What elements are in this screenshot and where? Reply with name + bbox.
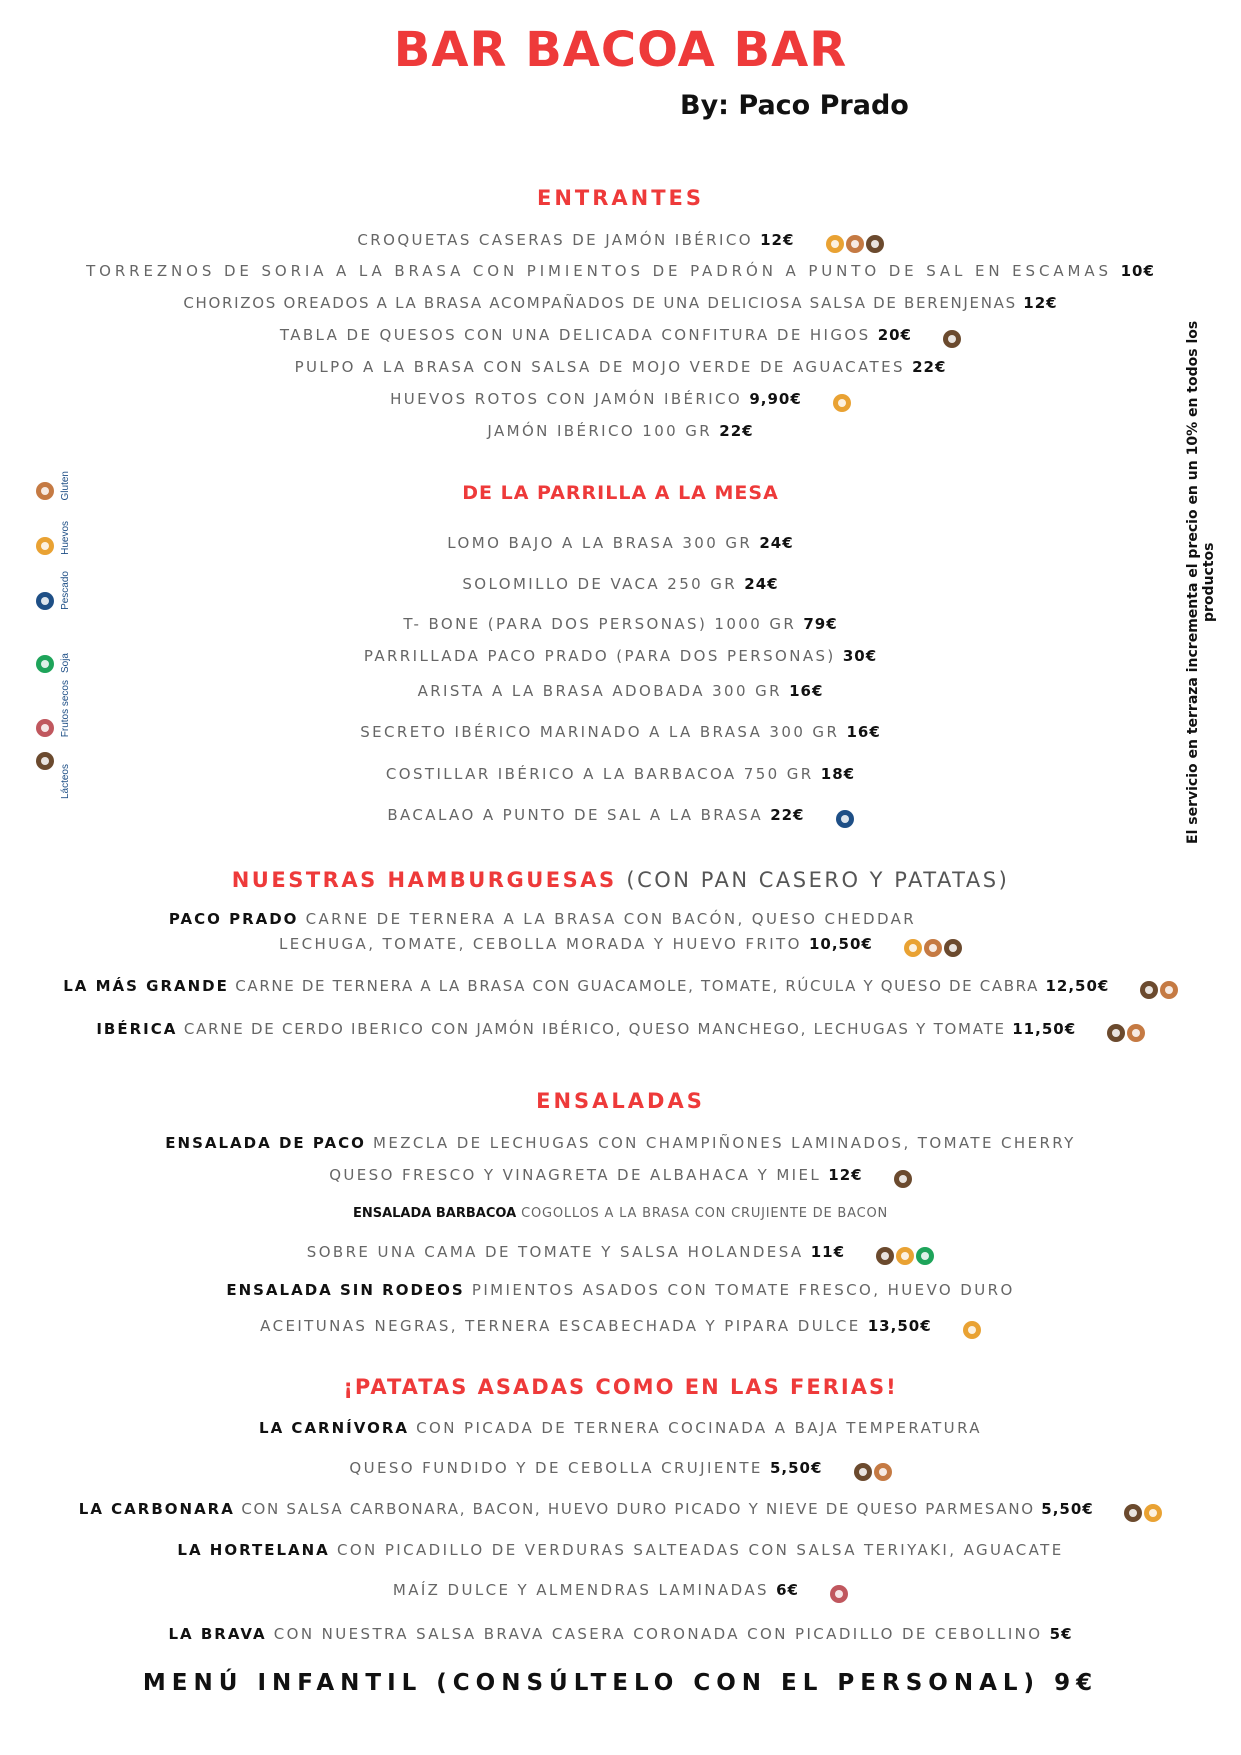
item-description: SOLOMILLO DE VACA 250 GR bbox=[462, 575, 738, 593]
item-description: CARNE DE TERNERA A LA BRASA CON BACÓN, QUESO CHEDDAR bbox=[305, 910, 917, 928]
burger-item-continued bbox=[0, 935, 1241, 957]
egg-icon bbox=[833, 394, 851, 412]
menu-item bbox=[0, 262, 1241, 280]
dairy-icon bbox=[854, 1463, 872, 1481]
legend-label: Lácteos bbox=[60, 763, 71, 799]
gluten-icon bbox=[1160, 981, 1178, 999]
salad-item bbox=[0, 1134, 1241, 1152]
item-description: MEZCLA DE LECHUGAS CON CHAMPIÑONES LAMINADOS, TOMATE CHERRY bbox=[373, 1134, 1076, 1152]
salad-item-continued bbox=[0, 1243, 1241, 1265]
section-title-parrilla: DE LA PARRILLA A LA MESA bbox=[462, 482, 779, 504]
item-price: 16€ bbox=[846, 723, 881, 741]
item-price: 79€ bbox=[803, 615, 838, 633]
item-name: ENSALADA BARBACOA bbox=[352, 1206, 517, 1221]
item-description: ACEITUNAS NEGRAS, TERNERA ESCABECHADA Y PIPARA DULCE bbox=[260, 1317, 861, 1335]
gluten-icon bbox=[874, 1463, 892, 1481]
dairy-icon bbox=[876, 1247, 894, 1265]
item-description: CARNE DE TERNERA A LA BRASA CON GUACAMOLE, TOMATE, RÚCULA Y QUESO DE CABRA bbox=[235, 977, 1040, 995]
item-description: QUESO FUNDIDO Y DE CEBOLLA CRUJIENTE bbox=[349, 1459, 763, 1477]
item-description: HUEVOS ROTOS CON JAMÓN IBÉRICO bbox=[390, 390, 743, 408]
item-price: 16€ bbox=[789, 682, 824, 700]
item-description: ARISTA A LA BRASA ADOBADA 300 GR bbox=[417, 682, 782, 700]
menu-item bbox=[0, 682, 1241, 700]
item-description: LECHUGA, TOMATE, CEBOLLA MORADA Y HUEVO FRITO bbox=[278, 935, 802, 953]
dairy-icon bbox=[1107, 1024, 1125, 1042]
potato-item bbox=[0, 1541, 1241, 1559]
gluten-icon bbox=[1127, 1024, 1145, 1042]
item-description: CHORIZOS OREADOS A LA BRASA ACOMPAÑADOS DE UNA DELICIOSA SALSA DE BERENJENAS bbox=[183, 294, 1017, 312]
burger-item bbox=[0, 977, 1241, 999]
potato-item bbox=[0, 1419, 1241, 1437]
dairy-icon bbox=[866, 235, 884, 253]
menu-item bbox=[0, 390, 1241, 412]
egg-icon bbox=[1144, 1504, 1162, 1522]
item-description: MAÍZ DULCE Y ALMENDRAS LAMINADAS bbox=[392, 1581, 769, 1599]
burger-item bbox=[0, 1020, 1241, 1042]
menu-item bbox=[0, 615, 1241, 633]
item-description: CARNE DE CERDO IBERICO CON JAMÓN IBÉRICO, QUESO MANCHEGO, LECHUGAS Y TOMATE bbox=[183, 1020, 1006, 1038]
menu-item bbox=[0, 806, 1241, 828]
section-title-entrantes: ENTRANTES bbox=[536, 186, 705, 210]
restaurant-title: BAR BACOA BAR bbox=[393, 22, 848, 78]
item-price: 12,50€ bbox=[1045, 977, 1110, 995]
item-price: 12€ bbox=[1023, 294, 1058, 312]
menu-item bbox=[0, 723, 1241, 741]
item-price: 24€ bbox=[759, 534, 794, 552]
fish-icon bbox=[836, 810, 854, 828]
legend-label: Gluten bbox=[60, 470, 71, 500]
item-price: 10,50€ bbox=[808, 935, 873, 953]
menu-item bbox=[0, 358, 1241, 376]
dairy-icon bbox=[943, 330, 961, 348]
salad-item-continued bbox=[0, 1166, 1241, 1188]
item-description: CROQUETAS CASERAS DE JAMÓN IBÉRICO bbox=[357, 231, 753, 249]
burger-item bbox=[0, 910, 1163, 928]
soy-icon bbox=[916, 1247, 934, 1265]
item-name: LA CARBONARA bbox=[78, 1500, 235, 1518]
item-price: 20€ bbox=[877, 326, 912, 344]
item-price: 18€ bbox=[820, 765, 856, 783]
section-title-ensaladas: ENSALADAS bbox=[536, 1089, 705, 1113]
salad-item bbox=[0, 1281, 1241, 1299]
item-price: 5€ bbox=[1049, 1625, 1073, 1643]
item-price: 22€ bbox=[912, 358, 947, 376]
item-price: 11,50€ bbox=[1012, 1020, 1077, 1038]
item-name: ENSALADA SIN RODEOS bbox=[226, 1281, 465, 1299]
egg-icon bbox=[963, 1321, 981, 1339]
item-name: LA MÁS GRANDE bbox=[63, 977, 229, 995]
item-name: IBÉRICA bbox=[96, 1020, 178, 1038]
kids-menu-price: 9€ bbox=[1054, 1670, 1099, 1696]
item-price: 10€ bbox=[1120, 262, 1155, 280]
item-price: 6€ bbox=[776, 1581, 799, 1599]
item-price: 5,50€ bbox=[1041, 1500, 1094, 1518]
allergen-icons bbox=[902, 938, 962, 957]
item-name: LA HORTELANA bbox=[177, 1541, 330, 1559]
item-description: CON PICADILLO DE VERDURAS SALTEADAS CON SALSA TERIYAKI, AGUACATE bbox=[336, 1541, 1064, 1559]
section-title-hamburguesas bbox=[0, 868, 1241, 892]
item-description: CON SALSA CARBONARA, BACON, HUEVO DURO PICADO Y NIEVE DE QUESO PARMESANO bbox=[241, 1500, 1035, 1518]
section-title-text: NUESTRAS HAMBURGUESAS bbox=[231, 868, 617, 892]
allergen-icons bbox=[834, 809, 854, 828]
allergen-icons bbox=[831, 393, 851, 412]
item-description: PULPO A LA BRASA CON SALSA DE MOJO VERDE DE AGUACATES bbox=[294, 358, 905, 376]
item-description: JAMÓN IBÉRICO 100 GR bbox=[487, 422, 713, 440]
item-price: 5,50€ bbox=[769, 1459, 823, 1477]
item-description: PIMIENTOS ASADOS CON TOMATE FRESCO, HUEVO DURO bbox=[471, 1281, 1015, 1299]
allergen-icons bbox=[941, 329, 961, 348]
item-description: SECRETO IBÉRICO MARINADO A LA BRASA 300 GR bbox=[360, 723, 840, 741]
item-name: LA BRAVA bbox=[168, 1625, 267, 1643]
item-price: 12€ bbox=[828, 1166, 863, 1184]
egg-icon bbox=[826, 235, 844, 253]
section-subtitle: (CON PAN CASERO Y PATATAS) bbox=[626, 868, 1010, 892]
section-title-patatas: ¡PATATAS ASADAS COMO EN LAS FERIAS! bbox=[343, 1375, 898, 1399]
allergen-icons bbox=[892, 1169, 912, 1188]
item-description: TORREZNOS DE SORIA A LA BRASA CON PIMIENTOS DE PADRÓN A PUNTO DE SAL EN ESCAMAS bbox=[86, 262, 1112, 280]
dairy-icon bbox=[894, 1170, 912, 1188]
item-price: 11€ bbox=[810, 1243, 846, 1261]
menu-item bbox=[0, 575, 1241, 593]
item-price: 22€ bbox=[719, 422, 754, 440]
byline: By: Paco Prado bbox=[680, 90, 909, 121]
allergen-icons bbox=[874, 1246, 934, 1265]
item-price: 24€ bbox=[744, 575, 779, 593]
allergen-icons bbox=[852, 1462, 892, 1481]
menu-item bbox=[0, 647, 1241, 665]
fish-icon bbox=[36, 592, 54, 610]
potato-item bbox=[0, 1625, 1241, 1643]
allergen-icons bbox=[1138, 980, 1178, 999]
kids-menu-line bbox=[0, 1670, 1241, 1696]
item-description: COSTILLAR IBÉRICO A LA BARBACOA 750 GR bbox=[385, 765, 814, 783]
item-description: T- BONE (PARA DOS PERSONAS) 1000 GR bbox=[403, 615, 797, 633]
item-description: QUESO FRESCO Y VINAGRETA DE ALBAHACA Y MIEL bbox=[329, 1166, 822, 1184]
nuts-icon bbox=[830, 1585, 848, 1603]
allergen-icons bbox=[1122, 1503, 1162, 1522]
dairy-icon bbox=[944, 939, 962, 957]
item-description: COGOLLOS A LA BRASA CON CRUJIENTE DE BACON bbox=[521, 1206, 889, 1221]
item-price: 13,50€ bbox=[867, 1317, 932, 1335]
dairy-icon bbox=[1140, 981, 1158, 999]
item-description: CON NUESTRA SALSA BRAVA CASERA CORONADA CON PICADILLO DE CEBOLLINO bbox=[273, 1625, 1043, 1643]
salad-item-continued bbox=[0, 1317, 1241, 1339]
potato-item-continued bbox=[0, 1459, 1241, 1481]
legend-label: Pescado bbox=[60, 571, 71, 610]
terrace-surcharge-note: El servicio en terraza incrementa el precio en un 10% en todos los productos bbox=[1185, 320, 1217, 845]
item-description: BACALAO A PUNTO DE SAL A LA BRASA bbox=[387, 806, 764, 824]
legend-label: Huevos bbox=[60, 521, 71, 555]
legend-label: Frutos secos bbox=[60, 679, 71, 737]
menu-item bbox=[0, 326, 1241, 348]
menu-item bbox=[0, 422, 1241, 440]
item-price: 12€ bbox=[760, 231, 795, 249]
item-description: TABLA DE QUESOS CON UNA DELICADA CONFITURA DE HIGOS bbox=[279, 326, 871, 344]
allergen-icons bbox=[1105, 1023, 1145, 1042]
item-price: 22€ bbox=[770, 806, 805, 824]
egg-icon bbox=[904, 939, 922, 957]
item-description: CON PICADA DE TERNERA COCINADA A BAJA TEMPERATURA bbox=[416, 1419, 982, 1437]
allergen-icons bbox=[828, 1584, 848, 1603]
egg-icon bbox=[896, 1247, 914, 1265]
potato-item-continued bbox=[0, 1581, 1241, 1603]
legend-label: Soja bbox=[60, 652, 71, 673]
salad-item bbox=[0, 1206, 1241, 1221]
gluten-icon bbox=[846, 235, 864, 253]
item-description: LOMO BAJO A LA BRASA 300 GR bbox=[447, 534, 753, 552]
menu-item bbox=[0, 534, 1241, 552]
item-price: 9,90€ bbox=[749, 390, 802, 408]
potato-item bbox=[0, 1500, 1241, 1522]
item-name: LA CARNÍVORA bbox=[259, 1419, 409, 1437]
menu-item bbox=[0, 231, 1241, 253]
item-name: ENSALADA DE PACO bbox=[165, 1134, 366, 1152]
item-name: PACO PRADO bbox=[168, 910, 299, 928]
item-description: SOBRE UNA CAMA DE TOMATE Y SALSA HOLANDESA bbox=[306, 1243, 804, 1261]
menu-item bbox=[0, 765, 1241, 783]
menu-item bbox=[0, 294, 1241, 312]
gluten-icon bbox=[924, 939, 942, 957]
dairy-icon bbox=[1124, 1504, 1142, 1522]
item-description: PARRILLADA PACO PRADO (PARA DOS PERSONAS) bbox=[363, 647, 836, 665]
allergen-icons bbox=[824, 234, 884, 253]
kids-menu-text: MENÚ INFANTIL (CONSÚLTELO CON EL PERSONAL) bbox=[142, 1670, 1041, 1696]
item-price: 30€ bbox=[842, 647, 878, 665]
allergen-icons bbox=[961, 1320, 981, 1339]
